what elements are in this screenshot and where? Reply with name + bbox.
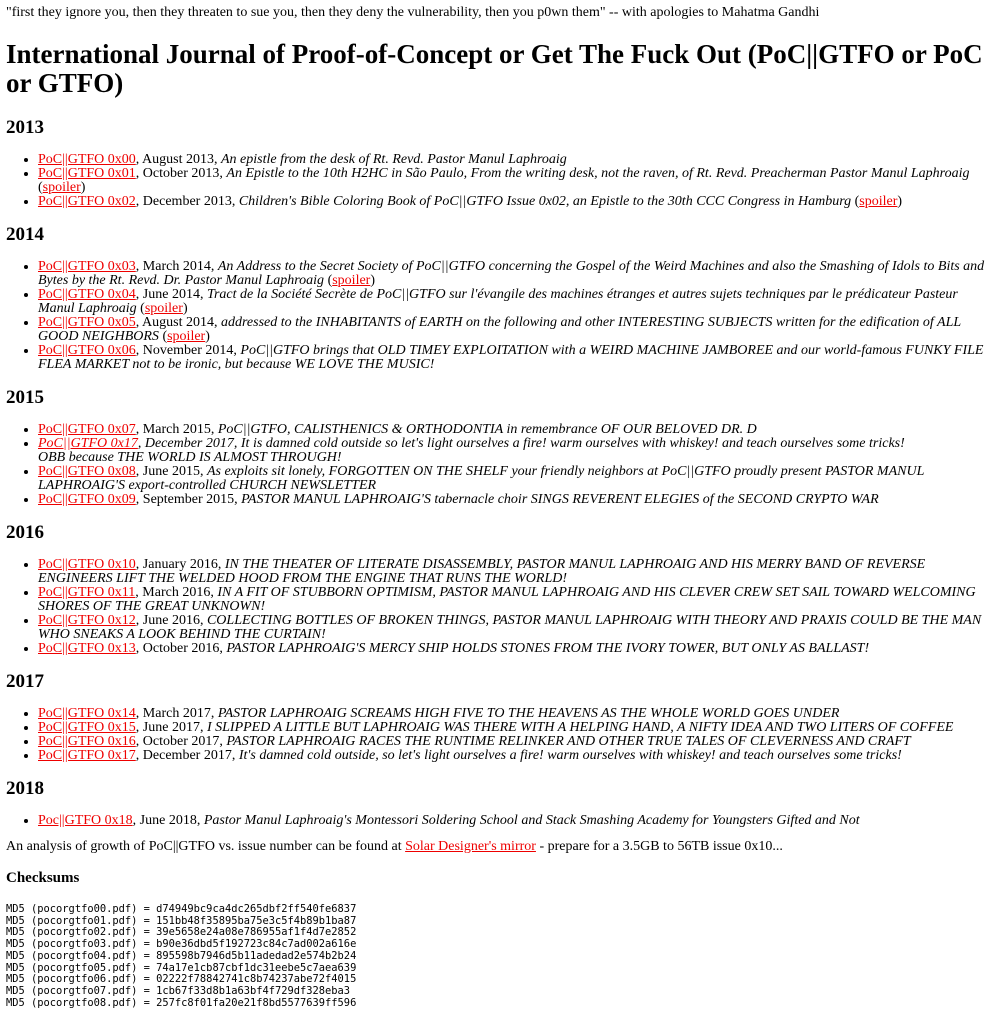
issue-date: , December 2017, — [137, 436, 241, 451]
issue-date: , June 2015, — [135, 464, 207, 479]
issue-description: It is damned cold outside so let's light ourselves a fire! warm ourselves with whiskey! and teach ourselves some tricks! — [240, 436, 905, 451]
analysis-paragraph — [6, 840, 994, 854]
issue-description: An Address to the Secret Society of PoC||GTFO concerning the Gospel of the Weird Machines and also the Smashing of Idols to Bits and Bytes by the Rt. Revd. Dr. Pastor Manul Laphroaig — [38, 259, 985, 288]
issue-item — [38, 749, 994, 763]
issue-list-2018 — [6, 814, 994, 828]
issue-description: As exploits sit lonely, FORGOTTEN ON THE SHELF your friendly neighbors at PoC||GTFO proudly present PASTOR MANUL LAPHROAIG'S export-controlled CHURCH NEWSLETTER — [38, 464, 925, 493]
issue-item: • PoC||GTFO 0x04, June 2014, Tract de la Société Secrète de PoC||GTFO sur l'évangile des machines étranges et autres sujets techniques par le prédicateur Pasteur Manul Laphroaig (spoiler) — [38, 288, 994, 316]
issue-description: An Epistle to the 10th H2HC in São Paulo, From the writing desk, not the raven, of Rt. Revd. Preacherman Pastor Manul Laphroaig — [226, 166, 970, 181]
issue-description: IN THE THEATER OF LITERATE DISASSEMBLY, PASTOR MANUL LAPHROAIG AND HIS MERRY BAND OF REVERSE ENGINEERS LIFT THE WELDED HOOD FROM THE ENGINE THAT RUNS THE WORLD! — [38, 557, 926, 586]
issue-date: , December 2017, — [135, 748, 239, 763]
issue-list-2017 — [6, 707, 994, 763]
issue-item — [38, 735, 994, 749]
checksums-list — [6, 904, 994, 1009]
issue-item — [38, 558, 994, 586]
issue-item — [38, 707, 994, 721]
issue-description-extra: OBB because THE WORLD IS ALMOST THROUGH! — [38, 450, 342, 465]
issue-description: PASTOR MANUL LAPHROAIG'S tabernacle choir SINGS REVERENT ELEGIES of the SECOND CRYPTO WAR — [241, 492, 879, 507]
checksum-line: MD5 (pocorgtfo08.pdf) = 257fc8f01fa20e21f8bd5577639ff596 — [6, 996, 357, 1009]
issue-item — [38, 586, 994, 614]
issue-list-2016 — [6, 558, 994, 656]
year-heading-2013: 2013 — [6, 117, 44, 138]
issue-description: IN A FIT OF STUBBORN OPTIMISM, PASTOR MANUL LAPHROAIG AND HIS CLEVER CREW SET SAIL TOWARD WELCOMING SHORES OF THE GREAT UNKNOWN! — [38, 585, 976, 614]
checksum-line: MD5 (pocorgtfo06.pdf) = 02222f78842741c8b74237abe72f4015 — [6, 973, 357, 986]
issue-description: PoC||GTFO brings that OLD TIMEY EXPLOITATION with a WEIRD MACHINE JAMBOREE and our world-famous FUNKY FILE FLEA MARKET not to be ironic, but because WE LOVE THE MUSIC! — [38, 343, 984, 372]
issue-date: , September 2015, — [135, 492, 242, 507]
checksum-line: MD5 (pocorgtfo04.pdf) = 895598b7946d5b11adedad2e574b2b24 — [6, 949, 357, 962]
issue-link[interactable]: PoC||GTFO 0x01 — [38, 166, 136, 181]
issue-description: Tract de la Société Secrète de PoC||GTFO sur l'évangile des machines étranges et autres sujets techniques par le prédicateur Pasteur Manul Laphroaig — [38, 287, 958, 316]
issue-date: , June 2014, — [135, 287, 207, 302]
issue-description: It's damned cold outside, so let's light ourselves a fire! warm ourselves with whiskey! and teach ourselves some tricks! — [238, 748, 902, 763]
issue-link[interactable]: PoC||GTFO 0x13 — [38, 641, 136, 656]
issue-item — [38, 493, 994, 507]
analysis-text-after: - prepare for a 3.5GB to 56TB issue 0x10... — [535, 839, 783, 854]
spoiler-link[interactable]: spoiler — [332, 273, 371, 288]
year-heading-2017: 2017 — [6, 671, 44, 692]
issue-link[interactable]: PoC||GTFO 0x15 — [38, 720, 136, 735]
year-heading-2016: 2016 — [6, 522, 44, 543]
issue-list-2013 — [6, 153, 994, 209]
issue-item — [38, 614, 994, 642]
issue-item — [38, 437, 994, 465]
issue-date: , March 2014, — [135, 259, 218, 274]
issue-link[interactable]: PoC||GTFO 0x05 — [38, 315, 136, 330]
issue-date: , June 2017, — [135, 720, 207, 735]
issue-link[interactable]: PoC||GTFO 0x06 — [38, 343, 136, 358]
issue-link[interactable]: PoC||GTFO 0x14 — [38, 706, 136, 721]
checksum-line: MD5 (pocorgtfo07.pdf) = 1cb67f33d8b1a63bf4f729df328eba3 — [6, 984, 351, 997]
issue-date: , August 2014, — [135, 315, 221, 330]
issue-link[interactable]: PoC||GTFO 0x07 — [38, 422, 136, 437]
issue-link[interactable]: PoC||GTFO 0x17 — [38, 748, 136, 763]
issue-link[interactable]: PoC||GTFO 0x04 — [38, 287, 136, 302]
issue-date: , January 2016, — [135, 557, 225, 572]
issue-link[interactable]: PoC||GTFO 0x11 — [38, 585, 136, 600]
issue-date: , December 2013, — [135, 194, 239, 209]
issue-description: Pastor Manul Laphroaig's Montessori Soldering School and Stack Smashing Academy for Youngsters Gifted and Not — [203, 813, 860, 828]
checksum-line: MD5 (pocorgtfo05.pdf) = 74a17e1cb87cbf1dc31eebe5c7aea639 — [6, 961, 357, 974]
issue-item — [38, 465, 994, 493]
issue-link[interactable]: PoC||GTFO 0x16 — [38, 734, 136, 749]
checksums-heading: Checksums — [6, 870, 80, 886]
issue-item: • PoC||GTFO 0x05, August 2014, addressed to the INHABITANTS of EARTH on the following and other INTERESTING SUBJECTS written for the edification of ALL GOOD NEIGHBORS (spoiler) — [38, 316, 994, 344]
checksum-line: MD5 (pocorgtfo02.pdf) = 39e5658e24a08e786955af1f4d7e2852 — [6, 926, 357, 939]
issue-description: PASTOR LAPHROAIG SCREAMS HIGH FIVE TO THE HEAVENS AS THE WHOLE WORLD GOES UNDER — [217, 706, 840, 721]
issue-date: , March 2016, — [135, 585, 218, 600]
issue-item — [38, 344, 994, 372]
issue-description: An epistle from the desk of Rt. Revd. Pastor Manul Laphroaig — [220, 152, 567, 167]
issue-link[interactable]: PoC||GTFO 0x00 — [38, 152, 136, 167]
year-heading-2018: 2018 — [6, 778, 44, 799]
gandhi-quote: "first they ignore you, then they threaten to sue you, then they deny the vulnerability, then you p0wn them" -- with apologies to Mahatma Gandhi — [6, 5, 820, 20]
issue-description: addressed to the INHABITANTS of EARTH on the following and other INTERESTING SUBJECTS written for the edification of ALL GOOD NEIGHBORS — [38, 315, 961, 344]
issue-item: • PoC||GTFO 0x01, October 2013, An Epistle to the 10th H2HC in São Paulo, From the writing desk, not the raven, of Rt. Revd. Preacherman Pastor Manul Laphroaig (spoiler) — [38, 167, 994, 195]
year-heading-2015: 2015 — [6, 387, 44, 408]
issue-link[interactable]: PoC||GTFO 0x10 — [38, 557, 136, 572]
page-title: International Journal of Proof-of-Concept or Get The Fuck Out (PoC||GTFO or PoC or GTFO) — [6, 39, 983, 98]
issue-item — [38, 642, 994, 656]
spoiler-link[interactable]: spoiler — [144, 301, 183, 316]
issue-link[interactable]: PoC||GTFO 0x17 — [38, 436, 138, 451]
analysis-text-before: An analysis of growth of PoC||GTFO vs. issue number can be found at — [6, 839, 406, 854]
issue-date: , March 2017, — [135, 706, 218, 721]
spoiler-link[interactable]: spoiler — [42, 180, 81, 195]
issue-item — [38, 153, 994, 167]
issue-description: PoC||GTFO, CALISTHENICS & ORTHODONTIA in remembrance OF OUR BELOVED DR. D — [217, 422, 757, 437]
spoiler-link[interactable]: spoiler — [167, 329, 206, 344]
checksum-line: MD5 (pocorgtfo00.pdf) = d74949bc9ca4dc265dbf2ff540fe6837 — [6, 903, 357, 915]
issue-list-2014 — [6, 260, 994, 372]
issue-link[interactable]: PoC||GTFO 0x12 — [38, 613, 136, 628]
issue-date: , November 2014, — [135, 343, 241, 358]
issue-item — [38, 814, 994, 828]
issue-item: • PoC||GTFO 0x02, December 2013, Children's Bible Coloring Book of PoC||GTFO Issue 0x02, an Epistle to the 30th CCC Congress in Hamburg (spoiler) — [38, 195, 994, 209]
issue-item — [38, 423, 994, 437]
issue-link[interactable]: PoC||GTFO 0x09 — [38, 492, 136, 507]
checksum-line: MD5 (pocorgtfo03.pdf) = b90e36dbd5f192723c84c7ad002a616e — [6, 938, 357, 951]
issue-item — [38, 721, 994, 735]
checksum-line: MD5 (pocorgtfo01.pdf) = 151bb48f35895ba75e3c5f4b89b1ba87 — [6, 914, 357, 927]
issue-description: PASTOR LAPHROAIG RACES THE RUNTIME RELINKER AND OTHER TRUE TALES OF CLEVERNESS AND CRAFT — [226, 734, 911, 749]
solar-designer-mirror-link[interactable]: Solar Designer's mirror — [405, 839, 536, 854]
issue-link[interactable]: Poc||GTFO 0x18 — [38, 813, 133, 828]
issue-archive — [6, 118, 994, 828]
issue-description: Children's Bible Coloring Book of PoC||GTFO Issue 0x02, an Epistle to the 30th CCC Congress in Hamburg — [238, 194, 852, 209]
issue-link[interactable]: PoC||GTFO 0x08 — [38, 464, 136, 479]
issue-date: , October 2013, — [135, 166, 227, 181]
issue-date: , June 2018, — [132, 813, 204, 828]
issue-list-2015 — [6, 423, 994, 507]
issue-date: , October 2017, — [135, 734, 227, 749]
issue-item: • PoC||GTFO 0x03, March 2014, An Address to the Secret Society of PoC||GTFO concerning the Gospel of the Weird Machines and also the Smashing of Idols to Bits and Bytes by the Rt. Revd. Dr. Pastor Manul Laphroaig (spoiler) — [38, 260, 994, 288]
issue-date: , June 2016, — [135, 613, 207, 628]
issue-link[interactable]: PoC||GTFO 0x02 — [38, 194, 136, 209]
issue-link[interactable]: PoC||GTFO 0x03 — [38, 259, 136, 274]
issue-description: PASTOR LAPHROAIG'S MERCY SHIP HOLDS STONES FROM THE IVORY TOWER, BUT ONLY AS BALLAST! — [226, 641, 870, 656]
issue-description: COLLECTING BOTTLES OF BROKEN THINGS, PASTOR MANUL LAPHROAIG WITH THEORY AND PRAXIS COULD BE THE MAN WHO SNEAKS A LOOK BEHIND THE CURTAIN! — [38, 613, 982, 642]
issue-date: , March 2015, — [135, 422, 218, 437]
issue-description: I SLIPPED A LITTLE BUT LAPHROAIG WAS THERE WITH A HELPING HAND, A NIFTY IDEA AND TWO LITERS OF COFFEE — [206, 720, 954, 735]
issue-date: , October 2016, — [135, 641, 227, 656]
issue-date: , August 2013, — [135, 152, 221, 167]
year-heading-2014: 2014 — [6, 224, 44, 245]
spoiler-link[interactable]: spoiler — [859, 194, 898, 209]
